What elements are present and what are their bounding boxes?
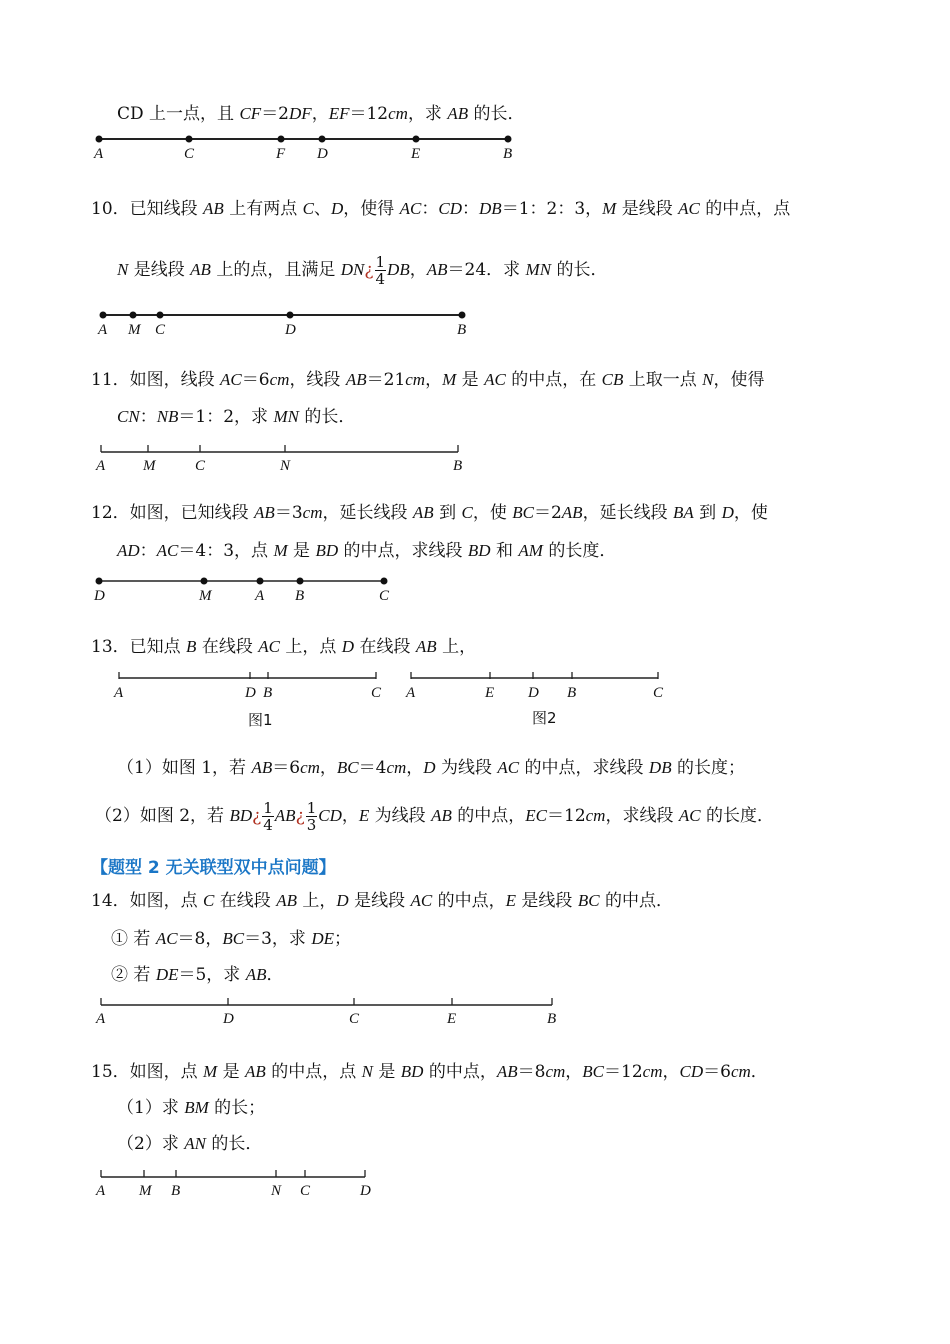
q9-text: CD 上一点，且 CF＝2DF，EF＝12cm，求 AB 的长． bbox=[117, 104, 525, 124]
q15-label-N: N bbox=[271, 1183, 282, 1199]
q13-figure2 bbox=[0, 667, 950, 707]
q13-fraction-1: $\frac{1}{4}$ bbox=[263, 799, 273, 834]
q10-label-B: B bbox=[457, 322, 467, 338]
section-heading: 【题型 2 无关联型双中点问题】 bbox=[91, 858, 336, 878]
q15-label-D: D bbox=[360, 1183, 371, 1199]
q13-fig2-label-B: B bbox=[567, 685, 577, 701]
q12-label-D: D bbox=[94, 588, 105, 604]
q13-fig1-label-D: D bbox=[245, 685, 256, 701]
q10-label-D: D bbox=[285, 322, 296, 338]
q13-part2: （2）如图 2，若 BD¿ $\frac{1}{4}$ AB¿ $\frac{1}{3}$ CD，E 为线段 AB 的中点，EC＝12cm，求线段 AC 的长度． bbox=[95, 799, 775, 834]
q12-point-A bbox=[257, 578, 264, 585]
q13-text: 13．已知点 B 在线段 AC 上，点 D 在线段 AB 上， bbox=[91, 637, 477, 657]
q12-text-line1: 12．如图，已知线段 AB＝3cm，延长线段 AB 到 C，使 BC＝2AB，延长线段 BA 到 D，使 bbox=[91, 503, 768, 523]
q10-point-C bbox=[157, 312, 164, 319]
q9-label-E: E bbox=[411, 146, 421, 162]
q13-fig1-label-C: C bbox=[371, 685, 382, 701]
q11-label-A: A bbox=[96, 458, 106, 474]
q10-point-D bbox=[287, 312, 294, 319]
q10-point-A bbox=[100, 312, 107, 319]
q9-point-D bbox=[319, 136, 326, 143]
q14-label-A: A bbox=[96, 1011, 106, 1027]
q9-point-F bbox=[278, 136, 285, 143]
q11-label-N: N bbox=[280, 458, 291, 474]
q12-point-C bbox=[381, 578, 388, 585]
q15-sub2: （2）求 AN 的长． bbox=[117, 1134, 263, 1154]
q14-text: 14．如图，点 C 在线段 AB 上，D 是线段 AC 的中点，E 是线段 BC 的中点． bbox=[91, 891, 673, 911]
q9-point-C bbox=[186, 136, 193, 143]
q14-label-E: E bbox=[447, 1011, 457, 1027]
q11-text-line2: CN：NB＝1：2，求 MN 的长． bbox=[117, 407, 356, 427]
q12-label-A: A bbox=[255, 588, 265, 604]
q13-figure2-caption: 图2 bbox=[532, 709, 557, 727]
q13-fig2-label-C: C bbox=[653, 685, 664, 701]
q9-figure bbox=[0, 128, 950, 168]
q9-point-E bbox=[413, 136, 420, 143]
q15-label-M: M bbox=[139, 1183, 152, 1199]
q9-label-A: A bbox=[94, 146, 104, 162]
q9-label-D: D bbox=[317, 146, 328, 162]
q15-label-C: C bbox=[300, 1183, 311, 1199]
q9-point-B bbox=[505, 136, 512, 143]
q13-fig2-label-D: D bbox=[528, 685, 539, 701]
q13-fig2-label-E: E bbox=[485, 685, 495, 701]
q14-label-B: B bbox=[547, 1011, 557, 1027]
q14-label-D: D bbox=[223, 1011, 234, 1027]
q9-label-C: C bbox=[184, 146, 195, 162]
q11-label-C: C bbox=[195, 458, 206, 474]
q12-label-M: M bbox=[199, 588, 212, 604]
q14-figure bbox=[0, 993, 950, 1033]
q12-label-C: C bbox=[379, 588, 390, 604]
q13-fraction-2: $\frac{1}{3}$ bbox=[306, 799, 317, 834]
q9-label-F: F bbox=[276, 146, 286, 162]
q10-fraction: $\frac{1}{4}$ bbox=[375, 253, 386, 288]
q12-label-B: B bbox=[295, 588, 305, 604]
q12-point-D bbox=[96, 578, 103, 585]
q14-sub1: ① 若 AC＝8，BC＝3，求 DE； bbox=[111, 929, 352, 949]
q15-figure bbox=[0, 1165, 950, 1205]
q10-label-C: C bbox=[155, 322, 166, 338]
q13-fig2-label-A: A bbox=[406, 685, 416, 701]
q14-sub2: ② 若 DE＝5，求 AB． bbox=[111, 965, 284, 985]
q12-figure bbox=[0, 570, 950, 610]
q13-part1: （1）如图 1，若 AB＝6cm，BC＝4cm，D 为线段 AC 的中点，求线段 DB 的长度； bbox=[117, 758, 745, 778]
q15-text: 15．如图，点 M 是 AB 的中点，点 N 是 BD 的中点，AB＝8cm，BC＝12cm，CD＝6cm． bbox=[91, 1062, 768, 1082]
q10-text-line1: 10．已知线段 AB 上有两点 C、D，使得 AC：CD：DB＝1：2：3，M 是线段 AC 的中点，点 bbox=[91, 199, 791, 219]
q10-text-line2: N 是线段 AB 上的点，且满足 DN¿ $\frac{1}{4}$ DB，AB＝24．求 MN 的长． bbox=[117, 253, 608, 288]
q10-point-M bbox=[130, 312, 137, 319]
q11-figure bbox=[0, 440, 950, 480]
q10-label-A: A bbox=[98, 322, 108, 338]
q15-label-A: A bbox=[96, 1183, 106, 1199]
q13-fig1-label-A: A bbox=[114, 685, 124, 701]
q15-label-B: B bbox=[171, 1183, 181, 1199]
q13-figure1-caption: 图1 bbox=[248, 711, 273, 729]
q9-label-B: B bbox=[503, 146, 513, 162]
q12-text-line2: AD：AC＝4：3，点 M 是 BD 的中点，求线段 BD 和 AM 的长度． bbox=[117, 541, 617, 561]
q11-label-M: M bbox=[143, 458, 156, 474]
q15-sub1: （1）求 BM 的长； bbox=[117, 1098, 266, 1118]
q10-point-B bbox=[459, 312, 466, 319]
q11-text-line1: 11．如图，线段 AC＝6cm，线段 AB＝21cm，M 是 AC 的中点，在 CB 上取一点 N，使得 bbox=[91, 370, 765, 390]
q10-figure bbox=[0, 304, 950, 344]
q9-point-A bbox=[96, 136, 103, 143]
q12-point-B bbox=[297, 578, 304, 585]
q12-point-M bbox=[201, 578, 208, 585]
q11-label-B: B bbox=[453, 458, 463, 474]
q13-fig1-label-B: B bbox=[263, 685, 273, 701]
q14-label-C: C bbox=[349, 1011, 360, 1027]
q10-label-M: M bbox=[128, 322, 141, 338]
